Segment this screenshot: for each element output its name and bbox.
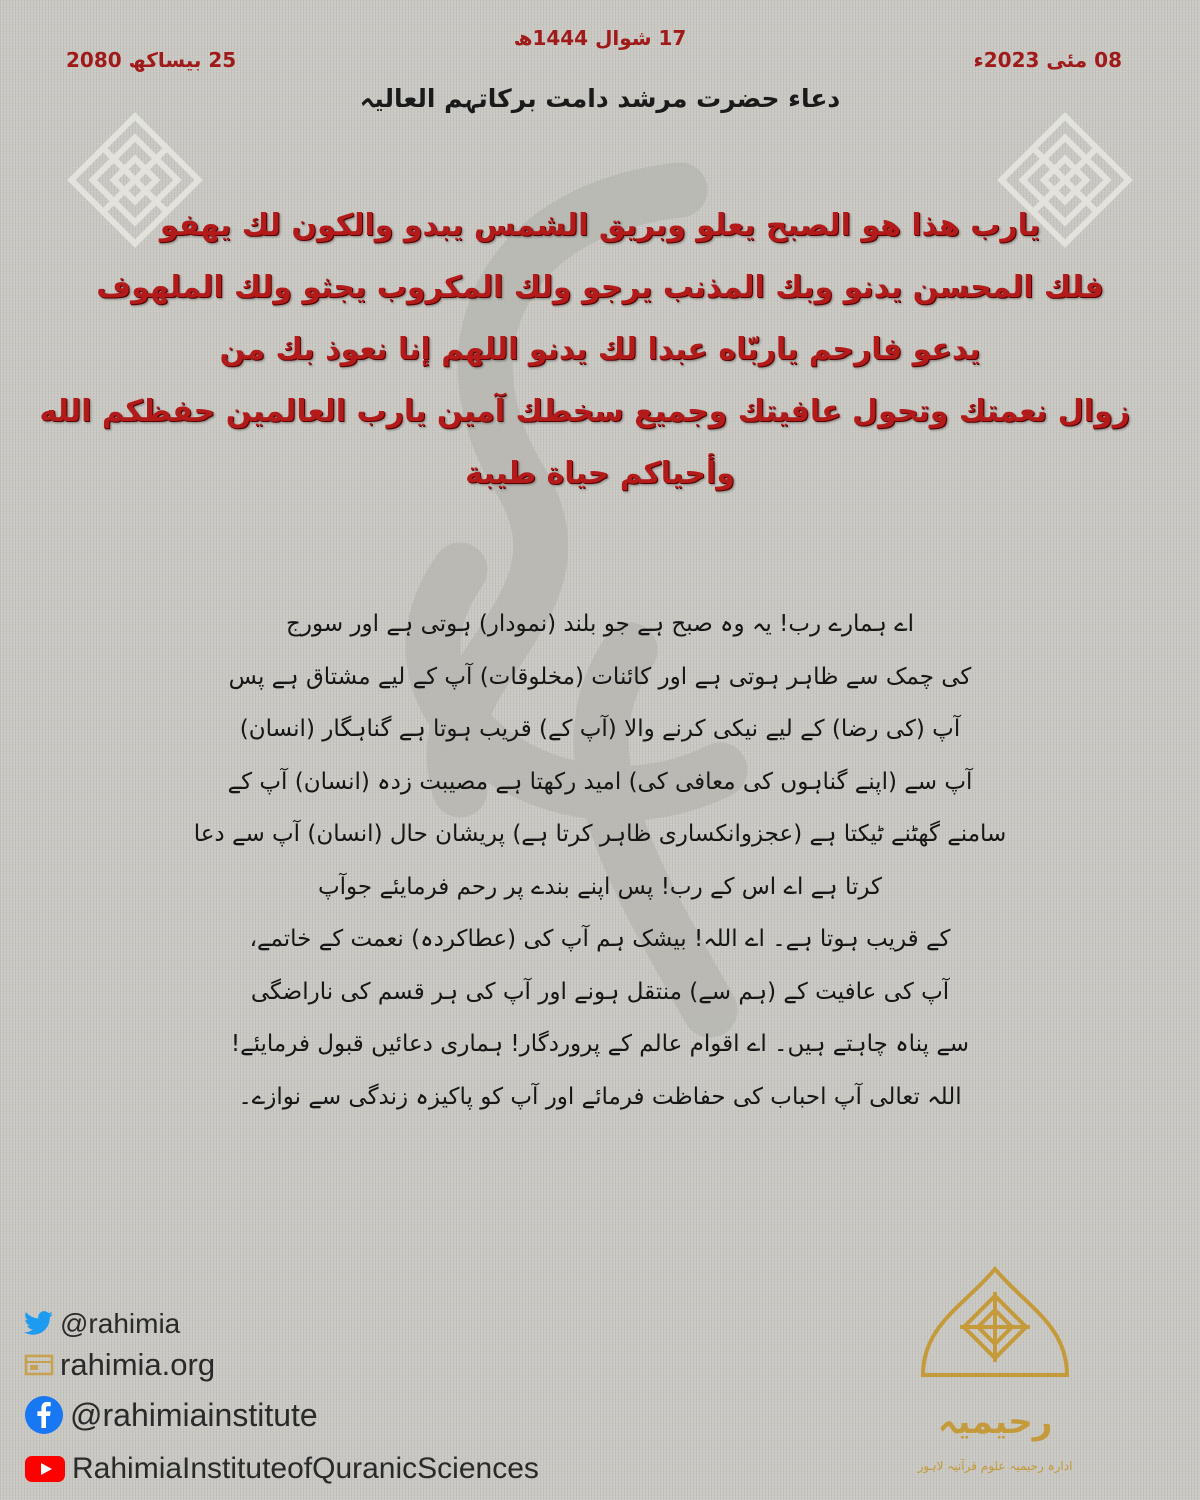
urdu-translation-line: کرتا ہے اے اس کے رب! پس اپنے بندے پر رحم فرمایئے جوآپ: [318, 873, 882, 900]
bikrami-date: 25 بیساکھ 2080: [66, 48, 237, 72]
arabic-dua-line: يدعو فارحم ياربّاه عبدا لك يدنو اللهم إنا نعوذ بك من: [219, 332, 981, 367]
urdu-translation-line: آپ سے (اپنے گناہوں کی معافی کی) امید رکھتا ہے مصیبت زدہ (انسان) آپ کے: [227, 768, 973, 795]
urdu-translation: [150, 598, 1050, 1123]
website-url: rahimia.org: [60, 1347, 216, 1382]
urdu-translation-line: اللہ تعالی آپ احباب کی حفاظت فرمائے اور آپ کو پاکیزہ زندگی سے نوازے۔: [238, 1083, 962, 1110]
urdu-translation-line: اے ہمارے رب! یہ وہ صبح ہے جو بلند (نمودار) ہوتی ہے اور سورج: [286, 611, 914, 637]
youtube-channel: RahimiaInstituteofQuranicSciences: [72, 1452, 539, 1485]
twitter-link[interactable]: [24, 1308, 180, 1340]
twitter-icon: [24, 1311, 54, 1337]
arabic-dua-line: زوال نعمتك وتحول عافيتك وجميع سخطك آمين يارب العالمين حفظكم الله: [39, 394, 1130, 429]
facebook-link[interactable]: [24, 1395, 318, 1435]
hijri-date: 17 شوال 1444ھ: [513, 26, 687, 50]
logo-subtitle: ادارہ رحیمیہ علوم قرآنیہ لاہور: [917, 1459, 1073, 1473]
page-title: دعاء حضرت مرشد دامت برکاتہم العالیہ: [359, 84, 841, 113]
arabic-dua-line: فلك المحسن يدنو وبك المذنب يرجو ولك المكروب يجثو ولك الملهوف: [96, 270, 1104, 305]
youtube-link[interactable]: [24, 1452, 539, 1486]
logo-name: رحیمیہ: [937, 1402, 1053, 1442]
urdu-translation-line: آپ کی عافیت کے (ہم سے) منتقل ہونے اور آپ کی ہر قسم کی ناراضگی: [250, 978, 950, 1005]
urdu-translation-line: کی چمک سے ظاہر ہوتی ہے اور کائنات (مخلوقات) آپ کے لیے مشتاق ہے پس: [228, 663, 972, 690]
twitter-handle: @rahimia: [60, 1308, 181, 1339]
urdu-translation-line: آپ (کی رضا) کے لیے نیکی کرنے والا (آپ کے) قریب ہوتا ہے گناہگار (انسان): [239, 716, 961, 742]
urdu-translation-line: کے قریب ہوتا ہے۔ اے اللہ! بیشک ہم آپ کی (عطاکردہ) نعمت کے خاتمے،: [249, 926, 951, 952]
web-icon: [24, 1352, 54, 1378]
youtube-icon: [24, 1454, 66, 1484]
arabic-dua: [39, 195, 1130, 505]
facebook-handle: @rahimiainstitute: [70, 1396, 318, 1433]
arabic-dua-line: يارب هذا هو الصبح يعلو وبريق الشمس يبدو والكون لك يهفو: [159, 208, 1041, 243]
urdu-translation-line: سامنے گھٹنے ٹیکتا ہے (عجزوانکساری ظاہر کرتا ہے) پریشان حال (انسان) آپ سے دعا: [193, 821, 1007, 847]
facebook-icon: [24, 1395, 64, 1435]
rahimia-logo: [905, 1265, 1085, 1490]
arabic-dua-line: وأحياكم حياة طيبة: [465, 456, 735, 491]
website-link[interactable]: [24, 1347, 215, 1383]
gregorian-date: 08 مئی 2023ء: [973, 48, 1122, 72]
urdu-translation-line: سے پناہ چاہتے ہیں۔ اے اقوام عالم کے پروردگار! ہماری دعائیں قبول فرمایئے!: [230, 1031, 970, 1057]
